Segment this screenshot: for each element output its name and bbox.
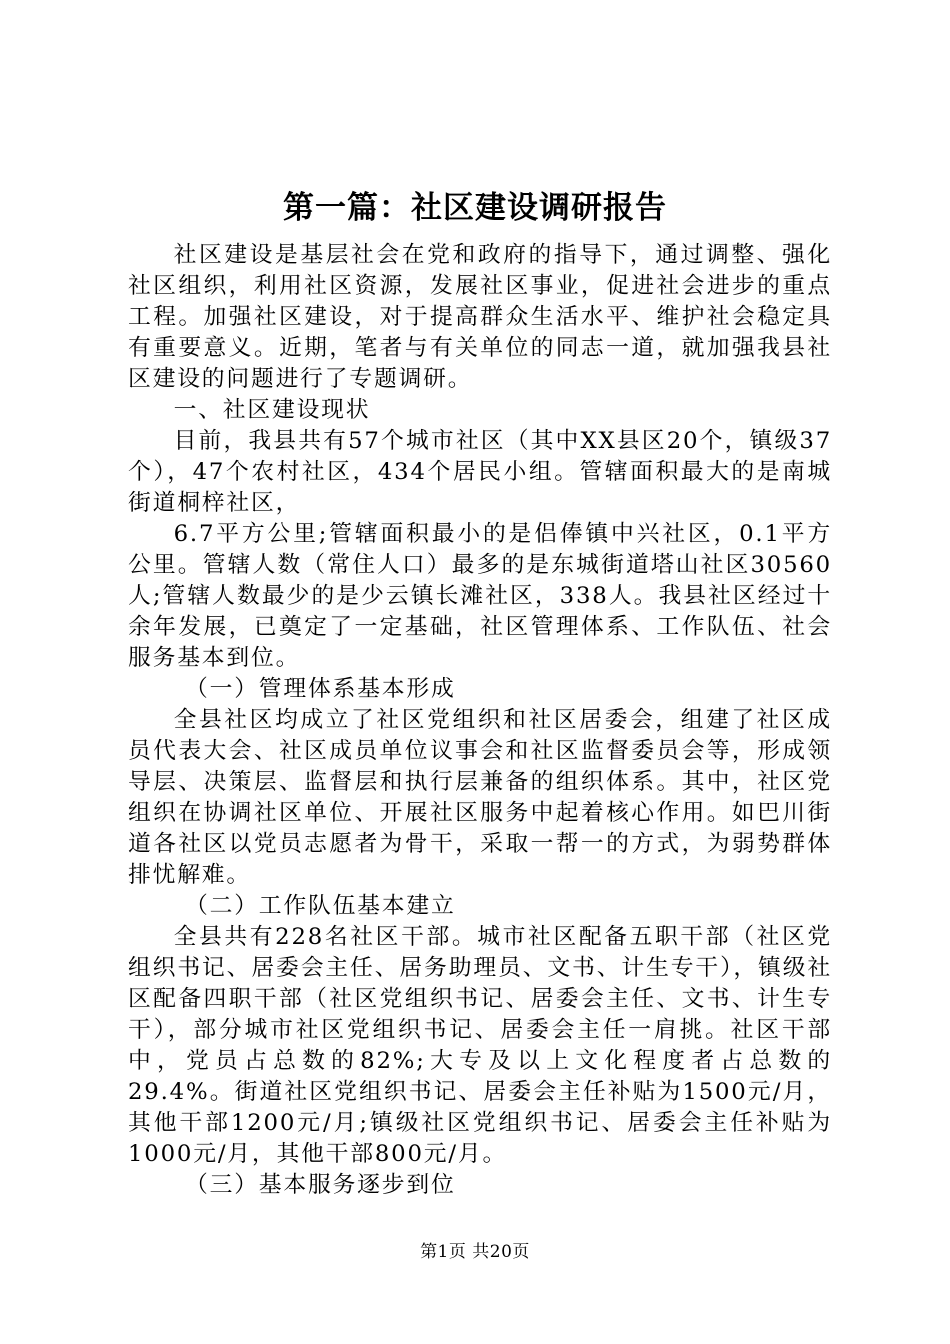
subsection-heading: （三）基本服务逐步到位 bbox=[185, 1172, 456, 1198]
body-paragraph: 全县共有228名社区干部。城市社区配备五职干部（社区党组织书记、居委会主任、居务助理员、文书、计生专干），镇级社区配备四职干部（社区党组织书记、居委会主任、文书、计生专干），部分城市社区党组织书记、居委会主任一肩挑。社区干部中，党员占总数的82%;大专及以上文化程度者占总数的29.4%。街道社区党组织书记、居委会主任补贴为1500元/月，其他干部1200元/月;镇级社区党组织书记、居委会主任补贴为1000元/月，其他干部800元/月。 bbox=[128, 924, 832, 1167]
document-body bbox=[128, 240, 832, 1201]
body-paragraph: 全县社区均成立了社区党组织和社区居委会，组建了社区成员代表大会、社区成员单位议事会和社区监督委员会等，形成领导层、决策层、监督层和执行层兼备的组织体系。其中，社区党组织在协调社区单位、开展社区服务中起着核心作用。如巴川街道各社区以党员志愿者为骨干，采取一帮一的方式，为弱势群体排忧解难。 bbox=[128, 707, 832, 888]
subsection-heading: （二）工作队伍基本建立 bbox=[185, 893, 456, 919]
page-footer: 第1页 共20页 bbox=[420, 1242, 530, 1262]
body-paragraph: 6.7平方公里;管辖面积最小的是侣俸镇中兴社区，0.1平方公里。管辖人数（常住人口）最多的是东城街道塔山社区30560人;管辖人数最少的是少云镇长滩社区，338人。我县社区经过十余年发展，已奠定了一定基础，社区管理体系、工作队伍、社会服务基本到位。 bbox=[128, 521, 832, 671]
intro-paragraph: 社区建设是基层社会在党和政府的指导下，通过调整、强化社区组织，利用社区资源，发展社区事业，促进社会进步的重点工程。加强社区建设，对于提高群众生活水平、维护社会稳定具有重要意义。近期，笔者与有关单位的同志一道，就加强我县社区建设的问题进行了专题调研。 bbox=[128, 242, 832, 392]
subsection-heading: （一）管理体系基本形成 bbox=[185, 676, 456, 702]
document-title: 第一篇：社区建设调研报告 bbox=[283, 190, 667, 226]
body-paragraph: 目前，我县共有57个城市社区（其中XX县区20个，镇级37个），47个农村社区，434个居民小组。管辖面积最大的是南城街道桐梓社区， bbox=[128, 428, 832, 516]
section-heading: 一、社区建设现状 bbox=[173, 397, 371, 423]
